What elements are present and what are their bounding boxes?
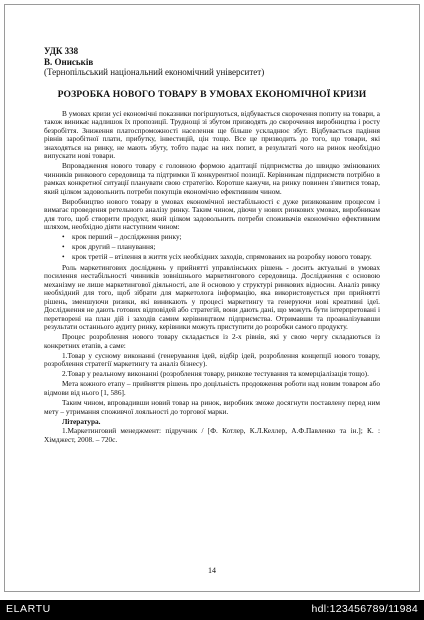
paragraph: Таким чином, впровадивши новий товар на ринок, виробник зможе досягнути поставлену перед ним мету – утримання споживчої лояльності до торгової марки. (44, 398, 380, 416)
bullet-text: крок перший – дослідження ринку; (72, 232, 182, 242)
paragraph: В умовах кризи усі економічні показники погіршуються, відбувається скорочення попиту на товари, а також виникає надлишок їх пропозиції. Труднощі зі збутом призводять до скорочення виробництва і росту безробіття. Зниження платоспроможності населення ще більше ускладнює збут. Відбувається падіння рівнів заробітної плати, прибутку, інвестицій, цін тощо. Все це призводить до того, що товари, які знаходяться на ринку, не мають збуту, тобто падає на них попит, в результаті чого на ринок необхідно випускати нові товари. (44, 108, 380, 160)
handle-id: hdl:123456789/11984 (311, 603, 418, 615)
bullet-text: крок третій – втілення в життя усіх необхідних заходів, спрямованих на розробку нового товару. (72, 252, 372, 262)
page-number: 14 (208, 566, 216, 575)
repository-name: ELARTU (6, 603, 51, 615)
paragraph: Впровадження нового товару є головною формою адаптації підприємства до швидко змінюваних чинників ринкового середовища та підтримки її конкурентної позиції. Керівникам підприємств потрібно в рамках конкретної ситуації планувати свою стратегію. Коротше кажучи, на ринку повинен з'явитися товар, який цілком задовольнить потреби покупців економічно ефективним чином. (44, 161, 380, 196)
bullet-icon: • (62, 232, 65, 242)
bullet-item (44, 233, 380, 242)
paragraph: Процес розроблення нового товару складається із 2-х рівнів, які у свою чергу складаються із конкретних етапів, а саме: (44, 332, 380, 350)
literature-heading: Література. (62, 416, 101, 426)
paragraph: Мета кожного етапу – прийняття рішень про доцільність продовження роботи над новим товаром або відмови від нього [1, 586]. (44, 379, 380, 397)
article-title: РОЗРОБКА НОВОГО ТОВАРУ В УМОВАХ ЕКОНОМІЧНОЇ КРИЗИ (57, 88, 367, 100)
paragraph: 2.Товар у реальному виконанні (розроблення товару, ринкове тестування та комерціалізація тощо). (62, 369, 369, 379)
bullet-text: крок другий – планування; (72, 242, 156, 252)
bullet-item (44, 253, 380, 262)
bullet-icon: • (62, 252, 65, 262)
bullet-icon: • (62, 242, 65, 252)
article-body (44, 46, 380, 446)
paragraph: Виробництво нового товару в умовах економічної нестабільності є дуже ризикованим процесом і вимагає проведення ретельного аналізу ринку. Таким чином, діючи у нових ринкових умовах, виробникам для того, щоб створити продукт, який цілком задовольнить потреби споживачів економічно ефективним шляхом, необхідно діяти наступним чином: (44, 196, 380, 232)
literature-item: 1.Маркетинговий менеджмент: підручник / [Ф. Котлер, К.Л.Келлер, А.Ф.Павленко та ін.]; К. : Хімджест, 2008. – 720с. (44, 426, 380, 444)
author-affiliation: (Тернопільський національний економічний університет) (44, 67, 265, 77)
paragraph: Роль маркетингових досліджень у прийнятті управлінських рішень - досить актуальні в умовах посилення нестабільності чинників зовнішнього маркетингового середовища. Дослідження є основою механізму не лише маркетингової діяльності, але й основою у структурі ринкових відносин. Аналіз ринку необхідний для того, щоб зібрати для маркетолога інформацію, яка використовується при прийнятті рішень, зменшуючи ризики, які виникають у процесі маркетингу та генеруючи нові креативні ідеї. Дослідження не дають готових відповідей або стратегій, вони дають дані, що можуть бути інтерпретовані і перетворені на план дій і заходів самим керівництвом підприємства. Отримавши та проаналізувавши результати останнього аудиту ринку, керівники можуть приступити до розробки самого продукту. (44, 262, 380, 332)
paragraph: 1.Товар у сусному виконанні (генерування ідей, відбір ідей, розроблення концепції нового товару, розроблення стратегії маркетингу та аналіз бізнесу). (44, 350, 380, 369)
udk-code: УДК 338 (44, 46, 79, 56)
bullet-item (44, 243, 380, 252)
footer-bar (0, 600, 424, 620)
author-name: В. Ониськів (44, 56, 94, 67)
